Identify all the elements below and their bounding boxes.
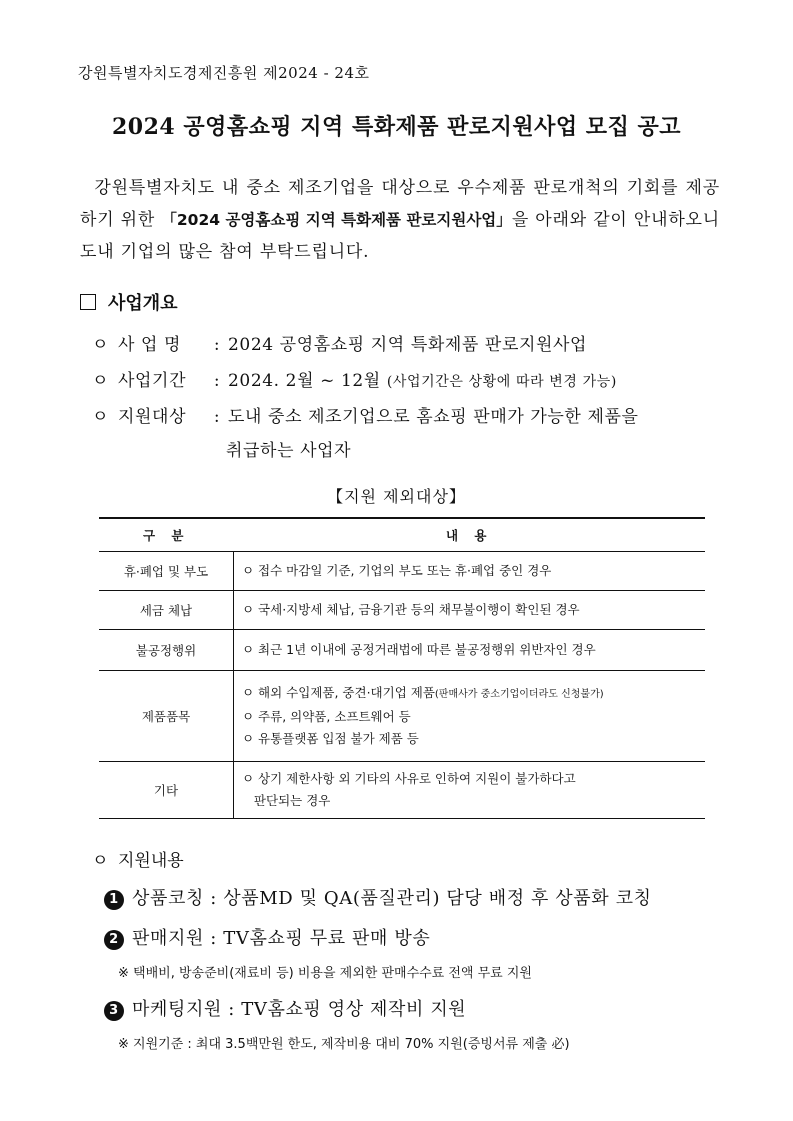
overview-label: 지원대상	[118, 407, 187, 427]
table-cell-category: 휴·폐업 및 부도	[99, 552, 234, 591]
support-item-text: 판매지원 : TV홈쇼핑 무료 판매 방송	[132, 928, 431, 949]
table-cell-content	[234, 630, 706, 671]
support-item-text: 상품코칭 : 상품MD 및 QA(품질관리) 담당 배정 후 상품화 코칭	[132, 888, 652, 909]
support-item-coaching	[104, 884, 652, 910]
support-note: ※ 택배비, 방송준비(재료비 등) 비용을 제외한 판매수수료 전액 무료 지원	[118, 966, 532, 981]
table-cell-category: 제품품목	[99, 671, 234, 762]
colon: :	[213, 335, 221, 355]
bullet-icon: ㅇ	[92, 851, 109, 871]
content-small-note: (판매사가 중소기업이더라도 신청불가)	[434, 689, 604, 700]
table-cell-content	[234, 762, 706, 819]
overview-label: 사업기간	[118, 371, 187, 391]
section-heading-text: 사업개요	[108, 293, 178, 314]
support-item-marketing	[104, 995, 466, 1021]
table-cell-content	[234, 591, 706, 630]
overview-value: 2024. 2월 ~ 12월	[228, 371, 387, 391]
content-line: ㅇ 최근 1년 이내에 공정거래법에 따른 불공정행위 위반자인 경우	[242, 642, 596, 657]
table-caption: 【지원 제외대상】	[327, 487, 466, 506]
content-line: ㅇ 유통플랫폼 입점 불가 제품 등	[242, 731, 419, 746]
content-line: ㅇ 접수 마감일 기준, 기업의 부도 또는 휴·폐업 중인 경우	[242, 563, 552, 578]
overview-label: 사 업 명	[118, 335, 182, 355]
table-cell-category: 세금 체납	[99, 591, 234, 630]
content-line: ㅇ 상기 제한사항 외 기타의 사유로 인하여 지원이 불가하다고	[242, 771, 576, 786]
table-cell-content	[234, 671, 706, 762]
overview-row-target	[92, 402, 639, 427]
support-heading	[92, 846, 184, 871]
content-line	[242, 682, 697, 706]
number-1-icon: 1	[104, 890, 124, 910]
table-row	[99, 671, 705, 762]
table-header-row	[99, 518, 705, 552]
table-header-category: 구 분	[99, 518, 234, 552]
support-heading-text: 지원내용	[118, 851, 184, 871]
page-title: 2024 공영홈쇼핑 지역 특화제품 판로지원사업 모집 공고	[112, 114, 681, 140]
support-item-sales	[104, 924, 430, 950]
exclusion-table	[99, 517, 705, 819]
table-row	[99, 552, 705, 591]
document-number: 강원특별자치도경제진흥원 제2024 - 24호	[78, 64, 370, 82]
table-header-content: 내 용	[234, 518, 706, 552]
checkbox-square-icon	[80, 294, 96, 310]
content-line: ㅇ 주류, 의약품, 소프트웨어 등	[242, 709, 411, 724]
colon: :	[213, 407, 221, 427]
table-cell-category: 불공정행위	[99, 630, 234, 671]
overview-row-period	[92, 366, 617, 391]
content-line: 판단되는 경우	[242, 793, 331, 808]
bullet-icon: ㅇ	[92, 335, 110, 355]
number-3-icon: 3	[104, 1001, 124, 1021]
overview-row-target-cont: 취급하는 사업자	[226, 441, 352, 461]
section-heading	[80, 289, 178, 315]
colon: :	[213, 371, 221, 391]
overview-row-name	[92, 330, 587, 355]
overview-value: 2024 공영홈쇼핑 지역 특화제품 판로지원사업	[228, 335, 588, 355]
bullet-icon: ㅇ	[92, 407, 110, 427]
content-text: ㅇ 해외 수입제품, 중견·대기업 제품	[242, 685, 435, 700]
number-2-icon: 2	[104, 930, 124, 950]
table-row	[99, 591, 705, 630]
content-line: ㅇ 국세·지방세 체납, 금융기관 등의 채무불이행이 확인된 경우	[242, 602, 580, 617]
bullet-icon: ㅇ	[92, 371, 110, 391]
overview-value: 도내 중소 제조기업으로 홈쇼핑 판매가 가능한 제품을	[228, 407, 639, 427]
support-note: ※ 지원기준 : 최대 3.5백만원 한도, 제작비용 대비 70% 지원(증빙서류 제출 必)	[118, 1037, 570, 1052]
table-cell-content	[234, 552, 706, 591]
intro-text-2: 을 아래와 같이 안내하오니 도내 기업의 많은 참여 부탁드립니다.	[80, 210, 720, 262]
table-row	[99, 762, 705, 819]
intro-highlight: 「2024 공영홈쇼핑 지역 특화제품 판로지원사업」	[161, 211, 512, 229]
support-item-text: 마케팅지원 : TV홈쇼핑 영상 제작비 지원	[132, 999, 467, 1020]
table-row	[99, 630, 705, 671]
overview-note: (사업기간은 상황에 따라 변경 가능)	[386, 374, 617, 390]
intro-text-1: 강원특별자치도 내 중소 제조기업을 대상으로 우수제품 판로개척의 기회를 제공하기 위한	[80, 178, 720, 230]
intro-paragraph	[80, 172, 720, 268]
table-cell-category: 기타	[99, 762, 234, 819]
